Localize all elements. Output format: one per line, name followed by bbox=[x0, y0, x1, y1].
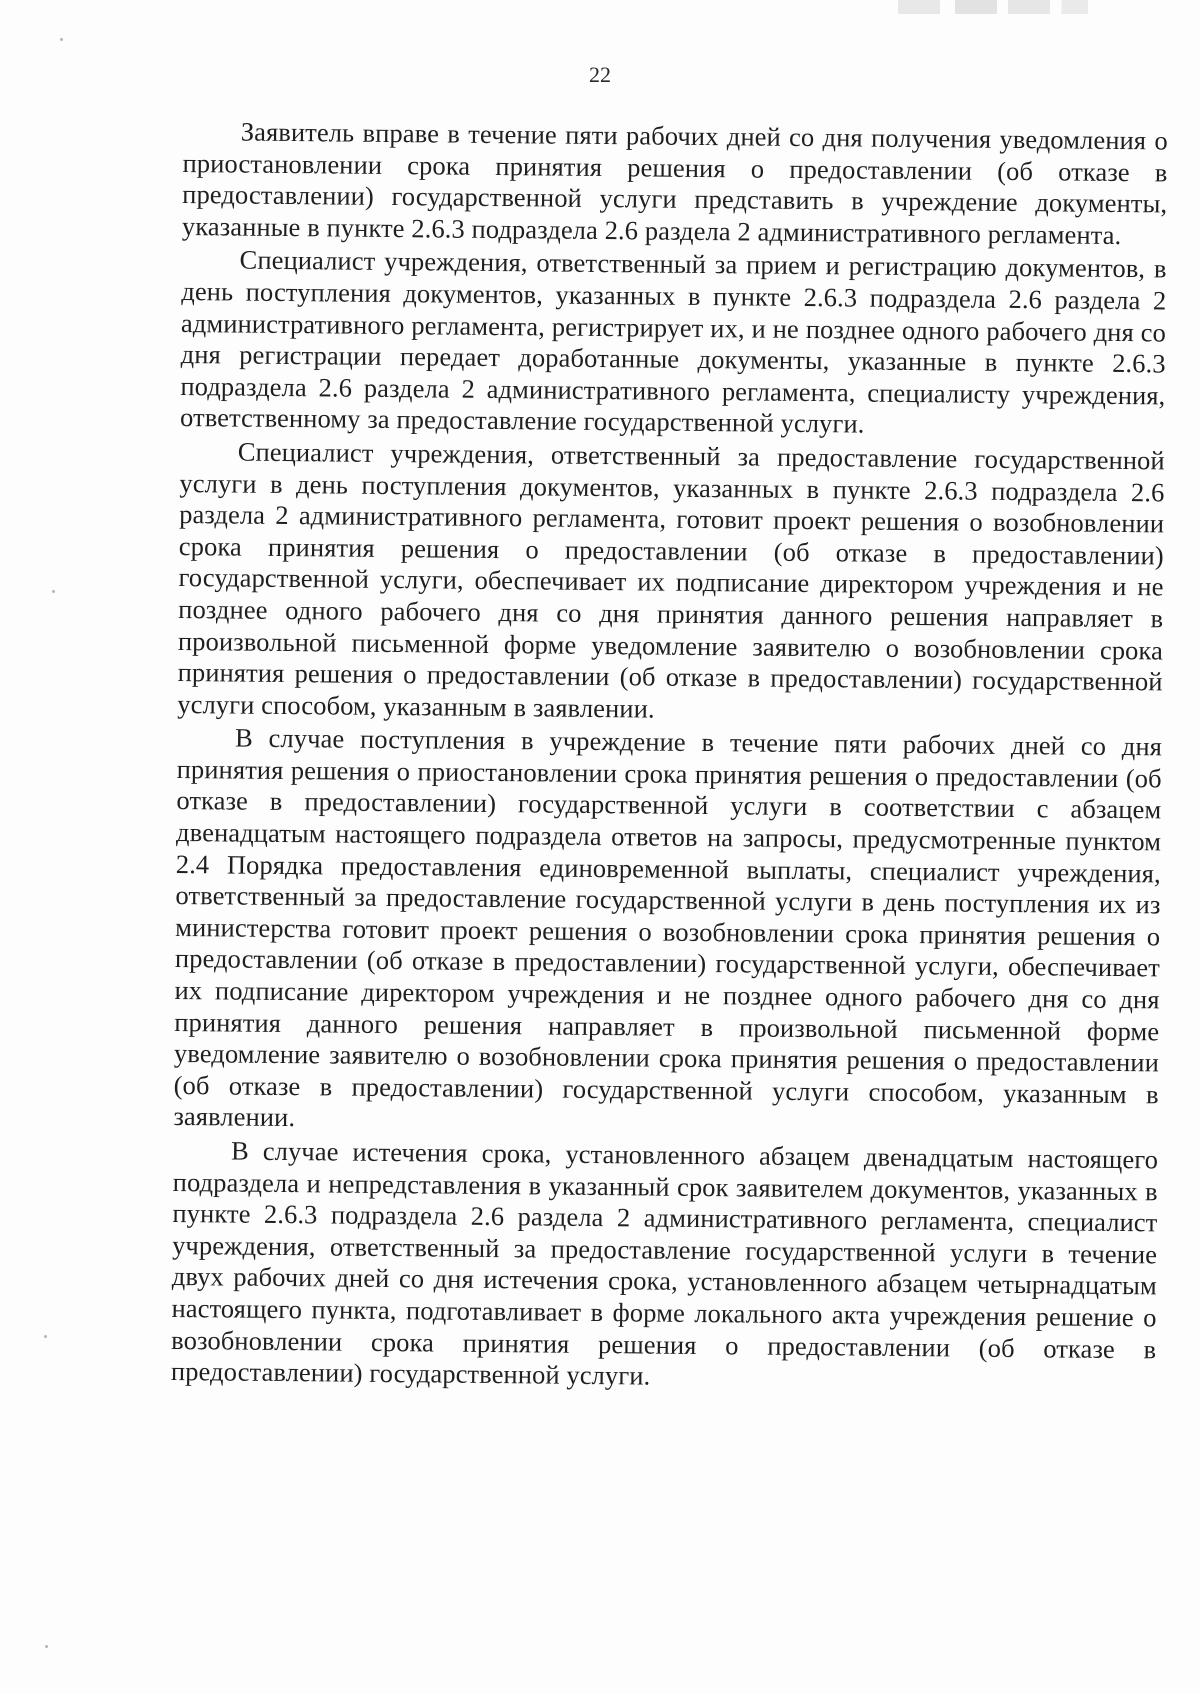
document-body bbox=[171, 116, 1168, 1397]
scan-artifact bbox=[898, 0, 1088, 14]
scan-speck bbox=[52, 590, 55, 593]
scan-speck bbox=[45, 1645, 48, 1648]
scan-speck bbox=[44, 1335, 47, 1338]
paragraph: В случае истечения срока, установленного абзацем двенадцатым настоящего подраздела и непредставления в указанный срок заявителем документов, указанных в пункте 2.6.3 подраздела 2.6 раздела 2 административного регламента, специалист учреждения, ответственный за предоставление государственной услуги в течение двух рабочих дней со дня истечения срока, установленного абзацем четырнадцатым настоящего пункта, подготавливает в форме локального акта учреждения решение о возобновлении срока принятия решения о предоставлении (об отказе в предоставлении) государственной услуги. bbox=[170, 1135, 1159, 1391]
paragraph: В случае поступления в учреждение в течение пяти рабочих дней со дня принятия решения о приостановлении срока принятия решения о предоставлении (об отказе в предоставлении) государственной услуги в соответствии с абзацем двенадцатым настоящего подраздела ответов на запросы, предусмотренные пунктом 2.4 Порядка предоставления единовременной выплаты, специалист учреждения, ответственный за предоставление государственной услуги в день поступления их из министерства готовит проект решения о возобновлении срока принятия решения о предоставлении (об отказе в предоставлении) государственной услуги, обеспечивает их подписание директором учреждения и не позднее одного рабочего дня со дня принятия данного решения направляет в произвольной письменной форме уведомление заявителю о возобновлении срока принятия решения о предоставлении (об отказе в предоставлении) государственной услуги способом, указанным в заявлении. bbox=[173, 722, 1163, 1133]
paragraph: Специалист учреждения, ответственный за прием и регистрацию документов, в день поступления документов, указанных в пункте 2.6.3 подраздела 2.6 раздела 2 административного регламента, регистрирует их, и не позднее одного рабочего дня со дня регистрации передает доработанные документы, указанные в пункте 2.6.3 подраздела 2.6 раздела 2 административного регламента, специалисту учреждения, ответственному за предоставление государственной услуги. bbox=[179, 244, 1167, 439]
page-number: 22 bbox=[589, 62, 611, 87]
scan-speck bbox=[60, 38, 63, 41]
paragraph: Специалист учреждения, ответственный за предоставление государственной услуги в день поступления документов, указанных в пункте 2.6.3 подраздела 2.6 раздела 2 административного регламента, готовит проект решения о возобновлении срока принятия решения о предоставлении (об отказе в предоставлении) государственной услуги, обеспечивает их подписание директором учреждения и не позднее одного рабочего дня со дня принятия данного решения направляет в произвольной письменной форме уведомление заявителю о возобновлении срока принятия решения о предоставлении (об отказе в предоставлении) государственной услуги способом, указанным в заявлении. bbox=[177, 436, 1165, 724]
paragraph: Заявитель вправе в течение пяти рабочих дней со дня получения уведомления о приостановлении срока принятия решения о предоставлении (об отказе в предоставлении) государственной услуги представить в учреждение документы, указанные в пункте 2.6.3 подраздела 2.6 раздела 2 административного регламента. bbox=[181, 116, 1168, 250]
